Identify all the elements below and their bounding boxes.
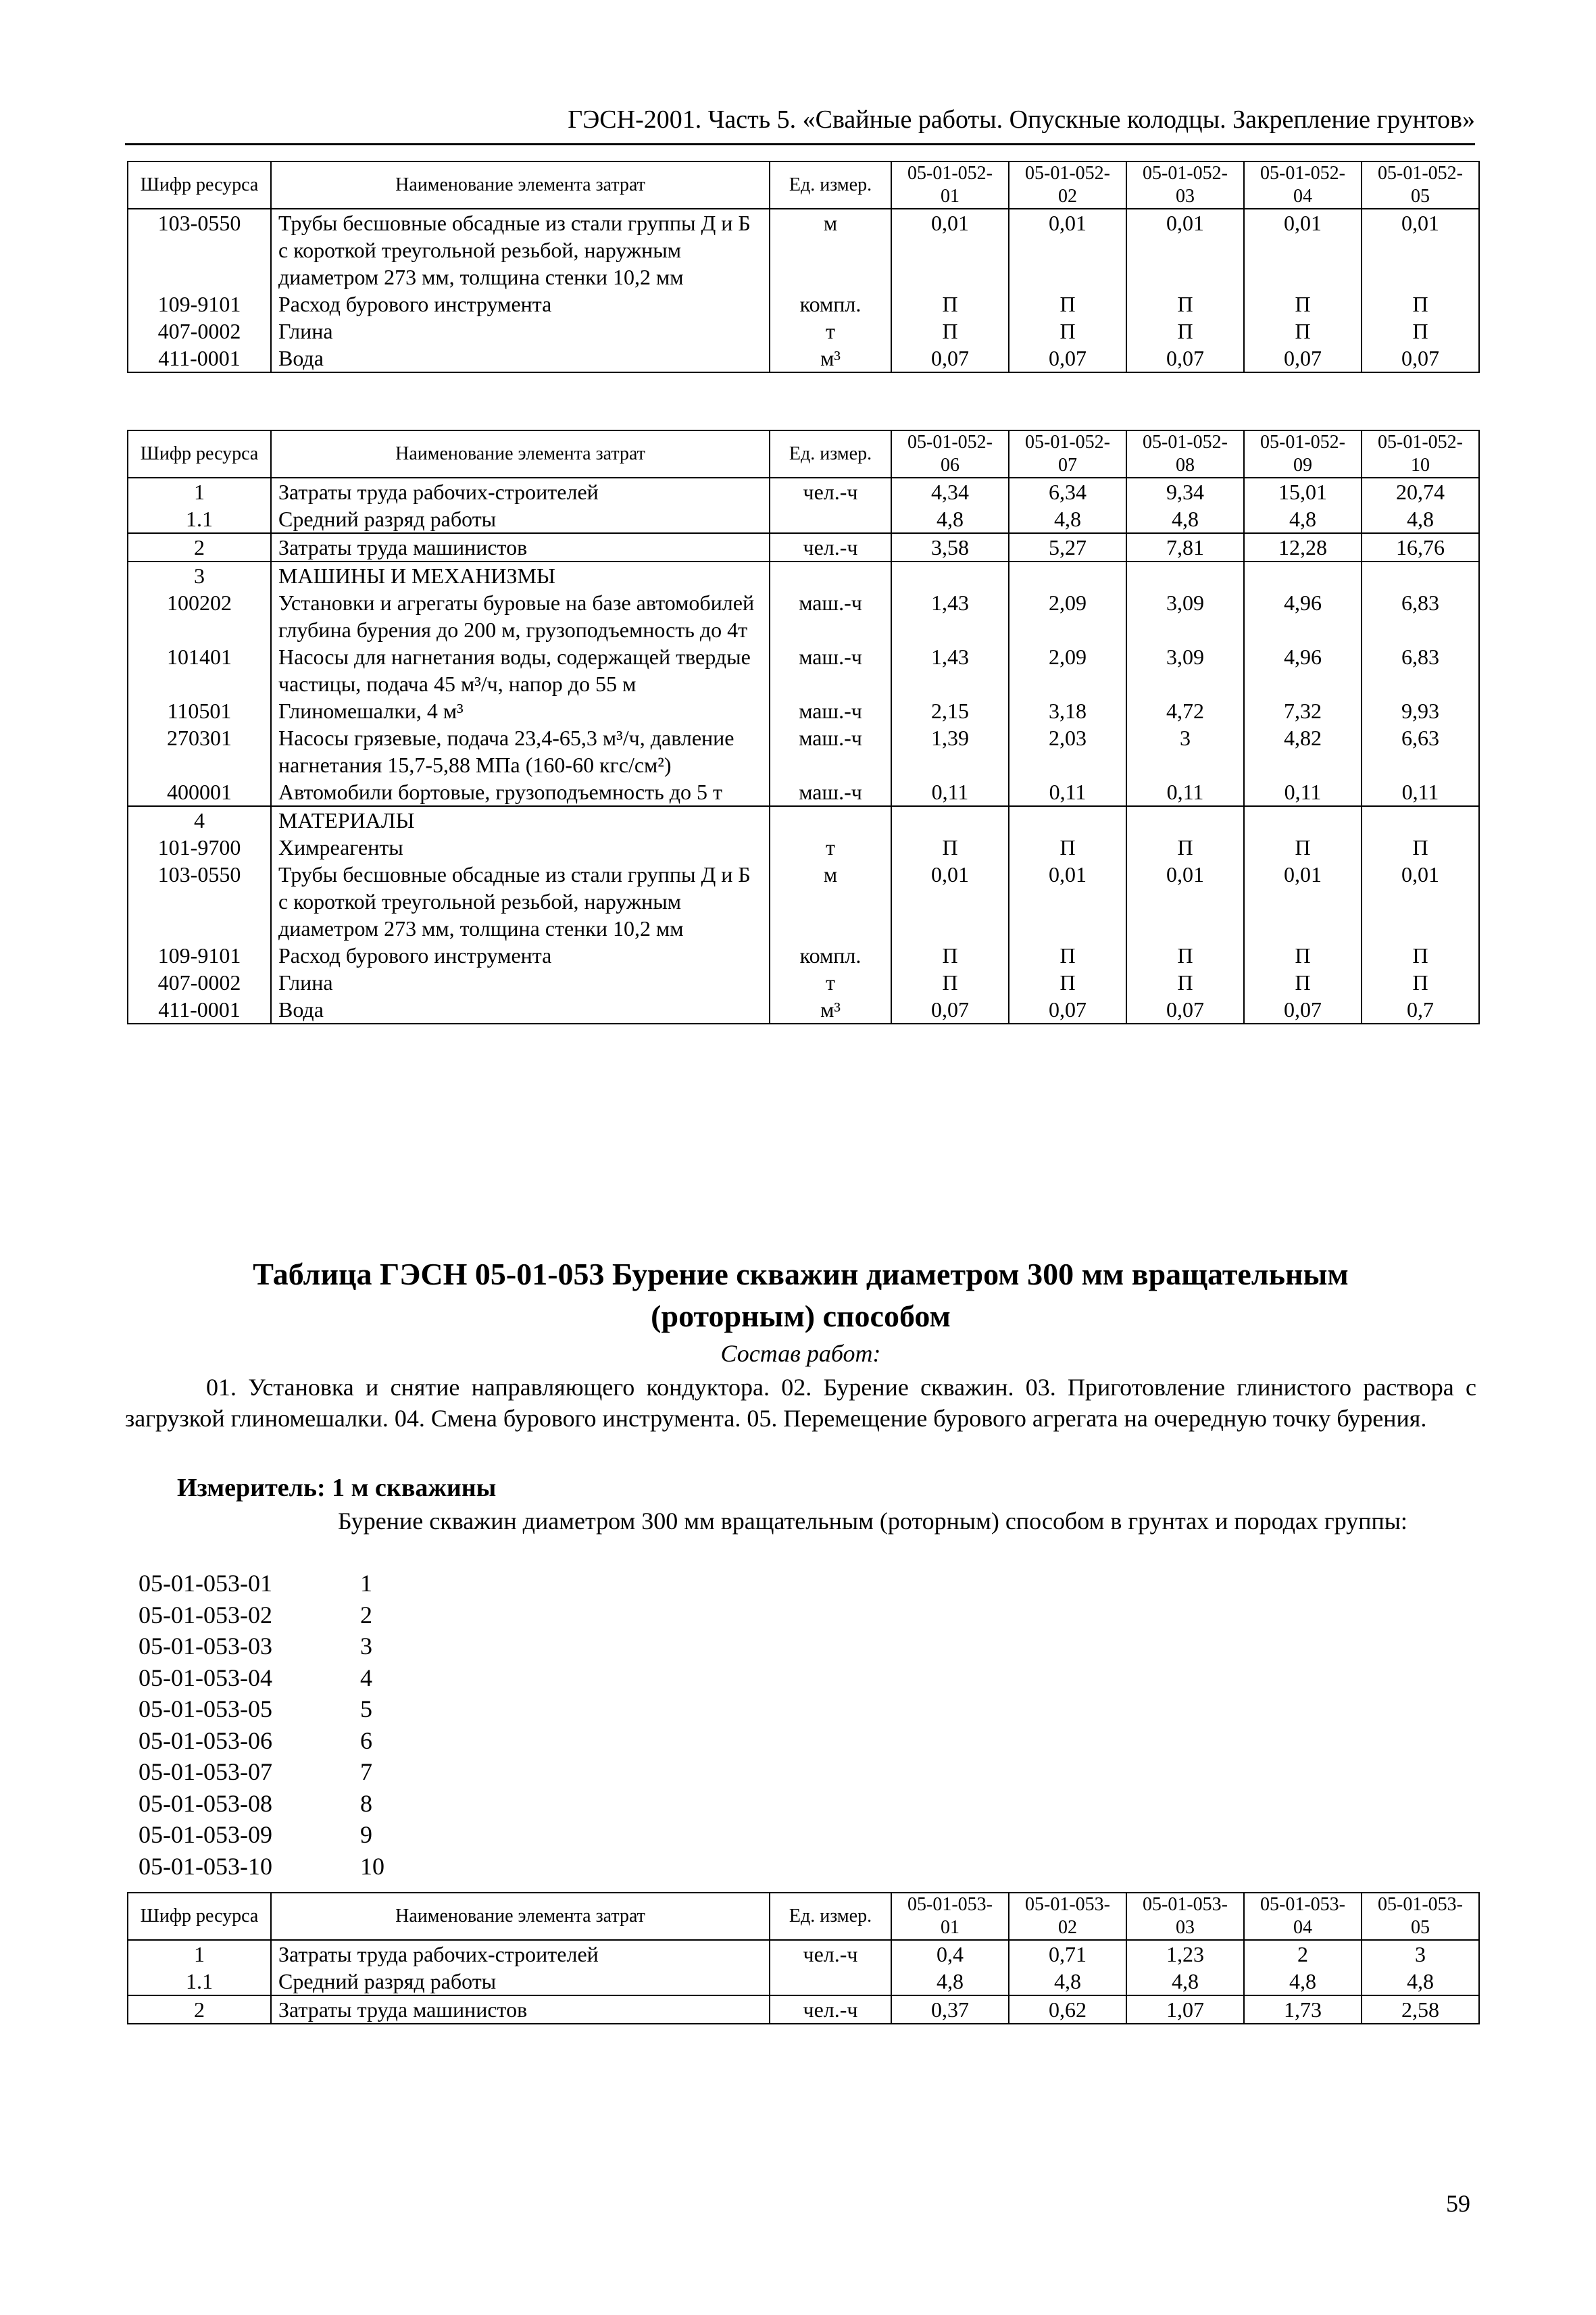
cell-value: П [1009, 834, 1126, 861]
header-row [128, 161, 1479, 209]
header-norm-code: 05-01-052-09 [1244, 430, 1362, 478]
header-name: Наименование элемента затрат [271, 1893, 770, 1940]
cell-value: П [1244, 291, 1362, 318]
cell-value [1126, 806, 1244, 834]
cell-value: 3 [1362, 1940, 1479, 1968]
resource-table-053-01 [127, 1892, 1480, 2024]
soil-group: 10 [360, 1852, 384, 1880]
norm-code: 05-01-053-02 [139, 1601, 272, 1628]
norm-code-row [139, 1788, 384, 1820]
cell-value: 3 [1126, 724, 1244, 778]
header-norm-code: 05-01-053-02 [1009, 1893, 1126, 1940]
header-norm-code: 05-01-052-02 [1009, 161, 1126, 209]
cell-value: 1,43 [891, 589, 1009, 643]
table-row [128, 806, 1479, 834]
header-norm-code: 05-01-052-06 [891, 430, 1009, 478]
cell-value: П [891, 834, 1009, 861]
cell-value: П [891, 969, 1009, 996]
cell-value: П [1009, 969, 1126, 996]
cell-value: П [1009, 318, 1126, 345]
header-norm-code: 05-01-052-07 [1009, 430, 1126, 478]
cell-value: 0,11 [1244, 778, 1362, 806]
cell-unit [770, 806, 891, 834]
cell-code: 101-9700 [128, 834, 271, 861]
table-row [128, 834, 1479, 861]
cell-code: 1 [128, 478, 271, 505]
cell-name: Установки и агрегаты буровые на базе автомобилей глубина бурения до 200 м, грузоподъемность до 4т [271, 589, 770, 643]
cell-unit: маш.-ч [770, 589, 891, 643]
resource-table-052-01 [127, 161, 1480, 373]
meter-unit: Измеритель: 1 м скважины [177, 1474, 497, 1502]
norm-code: 05-01-053-07 [139, 1758, 272, 1785]
cell-value: 0,01 [891, 209, 1009, 291]
cell-value: П [891, 942, 1009, 969]
cell-value: 2,09 [1009, 589, 1126, 643]
cell-value: 4,8 [1009, 505, 1126, 533]
table-row [128, 533, 1479, 562]
cell-name: Средний разряд работы [271, 1968, 770, 1995]
header-norm-code: 05-01-052-03 [1126, 161, 1244, 209]
norm-code-list [139, 1568, 384, 1882]
cell-value: 0,07 [1126, 996, 1244, 1024]
cell-value: 0,37 [891, 1995, 1009, 2024]
cell-name: МАШИНЫ И МЕХАНИЗМЫ [271, 562, 770, 589]
soil-group: 7 [360, 1758, 372, 1785]
header-unit: Ед. измер. [770, 430, 891, 478]
cell-unit [770, 562, 891, 589]
cell-value: 2 [1244, 1940, 1362, 1968]
norm-code-row [139, 1568, 384, 1599]
cell-unit: чел.-ч [770, 1995, 891, 2024]
cell-unit [770, 1968, 891, 1995]
soil-group: 6 [360, 1726, 372, 1754]
cell-value: 6,34 [1009, 478, 1126, 505]
table-row [128, 1995, 1479, 2024]
cell-value: 4,8 [1126, 505, 1244, 533]
cell-value: П [1244, 969, 1362, 996]
cell-name: Расход бурового инструмента [271, 291, 770, 318]
cell-value: 0,01 [1362, 209, 1479, 291]
cell-value: 4,8 [891, 1968, 1009, 1995]
cell-value: 0,01 [1244, 209, 1362, 291]
cell-value [1009, 562, 1126, 589]
norm-description: Бурение скважин диаметром 300 мм вращательным (роторным) способом в грунтах и породах группы: [338, 1508, 1407, 1535]
table-row [128, 562, 1479, 589]
cell-value: 4,8 [1126, 1968, 1244, 1995]
cell-value: 0,01 [1126, 861, 1244, 942]
cell-code: 100202 [128, 589, 271, 643]
cell-name: Трубы бесшовные обсадные из стали группы Д и Б с короткой треугольной резьбой, наружным диаметром 273 мм, толщина стенки 10,2 мм [271, 209, 770, 291]
table-title [125, 1253, 1476, 1337]
cell-value: 0,07 [891, 345, 1009, 372]
cell-name: Вода [271, 996, 770, 1024]
cell-code: 411-0001 [128, 345, 271, 372]
cell-code: 103-0550 [128, 861, 271, 942]
table-row [128, 505, 1479, 533]
cell-value: П [1362, 318, 1479, 345]
cell-value: 0,07 [1126, 345, 1244, 372]
cell-value: 1,39 [891, 724, 1009, 778]
cell-value: 2,09 [1009, 643, 1126, 697]
soil-group: 9 [360, 1821, 372, 1848]
header-row [128, 430, 1479, 478]
soil-group: 3 [360, 1633, 372, 1660]
cell-value: 0,11 [891, 778, 1009, 806]
norm-code: 05-01-053-09 [139, 1821, 272, 1848]
table-row [128, 996, 1479, 1024]
cell-unit: чел.-ч [770, 478, 891, 505]
norm-code: 05-01-053-04 [139, 1664, 272, 1691]
soil-group: 2 [360, 1601, 372, 1628]
table-row [128, 345, 1479, 372]
norm-code-row [139, 1851, 384, 1883]
cell-unit: компл. [770, 291, 891, 318]
cell-value: 2,58 [1362, 1995, 1479, 2024]
cell-code: 1.1 [128, 505, 271, 533]
soil-group: 4 [360, 1664, 372, 1691]
header-norm-code: 05-01-052-10 [1362, 430, 1479, 478]
cell-value: П [1362, 291, 1479, 318]
cell-code: 103-0550 [128, 209, 271, 291]
cell-value [1126, 562, 1244, 589]
cell-value: 0,7 [1362, 996, 1479, 1024]
cell-value: 5,27 [1009, 533, 1126, 562]
header-unit: Ед. измер. [770, 161, 891, 209]
cell-value: 4,8 [891, 505, 1009, 533]
cell-unit: т [770, 969, 891, 996]
cell-value: П [1126, 318, 1244, 345]
cell-code: 101401 [128, 643, 271, 697]
cell-name: МАТЕРИАЛЫ [271, 806, 770, 834]
cell-name: Глина [271, 969, 770, 996]
cell-name: Глиномешалки, 4 м³ [271, 697, 770, 724]
cell-value: 0,4 [891, 1940, 1009, 1968]
norm-code-row [139, 1631, 384, 1662]
cell-value: П [1244, 942, 1362, 969]
cell-value: 6,83 [1362, 643, 1479, 697]
cell-value: 7,81 [1126, 533, 1244, 562]
cell-value: П [1009, 942, 1126, 969]
norm-code: 05-01-053-08 [139, 1789, 272, 1817]
norm-code: 05-01-053-10 [139, 1852, 272, 1880]
table-row [128, 697, 1479, 724]
cell-unit: м [770, 861, 891, 942]
norm-code: 05-01-053-06 [139, 1726, 272, 1754]
cell-value: 4,8 [1244, 505, 1362, 533]
cell-value: 0,11 [1009, 778, 1126, 806]
soil-group: 5 [360, 1695, 372, 1722]
cell-value: 9,34 [1126, 478, 1244, 505]
cell-value: П [1126, 969, 1244, 996]
cell-value [1244, 562, 1362, 589]
cell-value: 4,8 [1362, 505, 1479, 533]
header-unit: Ед. измер. [770, 1893, 891, 1940]
norm-code-row [139, 1662, 384, 1694]
header-norm-code: 05-01-053-05 [1362, 1893, 1479, 1940]
running-header: ГЭСН-2001. Часть 5. «Свайные работы. Опускные колодцы. Закрепление грунтов» [125, 103, 1475, 145]
cell-value: 0,01 [1362, 861, 1479, 942]
cell-value: П [1244, 318, 1362, 345]
cell-value: П [1244, 834, 1362, 861]
header-norm-code: 05-01-053-04 [1244, 1893, 1362, 1940]
table-row [128, 942, 1479, 969]
cell-value: 4,8 [1362, 1968, 1479, 1995]
cell-unit: м [770, 209, 891, 291]
cell-value: 0,01 [1009, 861, 1126, 942]
cell-value: 0,07 [1244, 996, 1362, 1024]
header-name: Наименование элемента затрат [271, 430, 770, 478]
table-title-line1: Таблица ГЭСН 05-01-053 Бурение скважин диаметром 300 мм вращательным [253, 1257, 1349, 1291]
cell-unit: т [770, 318, 891, 345]
resource-table-052-06 [127, 430, 1480, 1024]
cell-value: 0,62 [1009, 1995, 1126, 2024]
norm-code-row [139, 1693, 384, 1725]
cell-value [1009, 806, 1126, 834]
soil-group: 8 [360, 1789, 372, 1817]
cell-value: 16,76 [1362, 533, 1479, 562]
cell-name: Расход бурового инструмента [271, 942, 770, 969]
cell-name: Затраты труда рабочих-строителей [271, 478, 770, 505]
header-row [128, 1893, 1479, 1940]
cell-value: П [1362, 834, 1479, 861]
header-code: Шифр ресурса [128, 430, 271, 478]
cell-name: Затраты труда рабочих-строителей [271, 1940, 770, 1968]
cell-value: 4,96 [1244, 643, 1362, 697]
cell-value: 0,01 [1009, 209, 1126, 291]
header-name: Наименование элемента затрат [271, 161, 770, 209]
cell-value: 3,09 [1126, 643, 1244, 697]
table-row [128, 291, 1479, 318]
soil-group: 1 [360, 1570, 372, 1597]
cell-value: 3,18 [1009, 697, 1126, 724]
cell-code: 3 [128, 562, 271, 589]
table-row [128, 778, 1479, 806]
cell-value: 0,07 [1362, 345, 1479, 372]
cell-value: П [1009, 291, 1126, 318]
header-norm-code: 05-01-052-04 [1244, 161, 1362, 209]
cell-value: 9,93 [1362, 697, 1479, 724]
cell-unit: компл. [770, 942, 891, 969]
cell-value: 20,74 [1362, 478, 1479, 505]
cell-value: 15,01 [1244, 478, 1362, 505]
cell-value: 3,09 [1126, 589, 1244, 643]
cell-name: Автомобили бортовые, грузоподъемность до 5 т [271, 778, 770, 806]
cell-code: 411-0001 [128, 996, 271, 1024]
cell-code: 4 [128, 806, 271, 834]
cell-value: 0,01 [1244, 861, 1362, 942]
cell-name: Трубы бесшовные обсадные из стали группы Д и Б с короткой треугольной резьбой, наружным диаметром 273 мм, толщина стенки 10,2 мм [271, 861, 770, 942]
cell-code: 110501 [128, 697, 271, 724]
cell-value: 0,11 [1362, 778, 1479, 806]
cell-unit: маш.-ч [770, 643, 891, 697]
cell-unit: маш.-ч [770, 778, 891, 806]
table-row [128, 861, 1479, 942]
cell-value [1244, 806, 1362, 834]
cell-value: 4,72 [1126, 697, 1244, 724]
cell-code: 407-0002 [128, 969, 271, 996]
cell-code: 1.1 [128, 1968, 271, 1995]
cell-value: 0,01 [891, 861, 1009, 942]
cell-value: 2,03 [1009, 724, 1126, 778]
cell-value: 0,07 [891, 996, 1009, 1024]
cell-value: П [891, 291, 1009, 318]
cell-code: 1 [128, 1940, 271, 1968]
cell-name: Насосы грязевые, подача 23,4-65,3 м³/ч, давление нагнетания 15,7-5,88 МПа (160-60 кгс/см²) [271, 724, 770, 778]
cell-value [891, 806, 1009, 834]
cell-code: 2 [128, 533, 271, 562]
cell-value: 6,83 [1362, 589, 1479, 643]
table-row [128, 318, 1479, 345]
cell-value: 7,32 [1244, 697, 1362, 724]
cell-name: Средний разряд работы [271, 505, 770, 533]
works-subtitle: Состав работ: [720, 1340, 881, 1367]
cell-value: 0,01 [1126, 209, 1244, 291]
table-row [128, 478, 1479, 505]
table-title-line2: (роторным) способом [651, 1299, 951, 1333]
header-code: Шифр ресурса [128, 1893, 271, 1940]
cell-code: 109-9101 [128, 291, 271, 318]
table-row [128, 724, 1479, 778]
table-row [128, 643, 1479, 697]
works-composition: 01. Установка и снятие направляющего кондуктора. 02. Бурение скважин. 03. Приготовление глинистого раствора с загрузкой глиномешалки. 04. Смена бурового инструмента. 05. Перемещение бурового агрегата на очередную точку бурения. [125, 1374, 1476, 1432]
cell-name: Насосы для нагнетания воды, содержащей твердые частицы, подача 45 м³/ч, напор до 55 м [271, 643, 770, 697]
table-row [128, 209, 1479, 291]
cell-value: П [1126, 291, 1244, 318]
table-row [128, 589, 1479, 643]
header-norm-code: 05-01-052-05 [1362, 161, 1479, 209]
cell-unit: м³ [770, 345, 891, 372]
table-row [128, 969, 1479, 996]
cell-unit: т [770, 834, 891, 861]
cell-value: 0,07 [1009, 996, 1126, 1024]
cell-value: 0,11 [1126, 778, 1244, 806]
cell-value: П [891, 318, 1009, 345]
header-norm-code: 05-01-052-08 [1126, 430, 1244, 478]
cell-value: 4,8 [1244, 1968, 1362, 1995]
cell-value: 0,07 [1009, 345, 1126, 372]
header-norm-code: 05-01-053-01 [891, 1893, 1009, 1940]
cell-value: 12,28 [1244, 533, 1362, 562]
cell-unit: м³ [770, 996, 891, 1024]
cell-code: 2 [128, 1995, 271, 2024]
cell-name: Химреагенты [271, 834, 770, 861]
cell-code: 270301 [128, 724, 271, 778]
norm-code: 05-01-053-01 [139, 1570, 272, 1597]
cell-unit: чел.-ч [770, 1940, 891, 1968]
cell-value: 4,96 [1244, 589, 1362, 643]
cell-unit: маш.-ч [770, 724, 891, 778]
norm-code-row [139, 1756, 384, 1788]
table-row [128, 1968, 1479, 1995]
cell-value: 0,07 [1244, 345, 1362, 372]
header-code: Шифр ресурса [128, 161, 271, 209]
cell-value [1362, 562, 1479, 589]
header-norm-code: 05-01-053-03 [1126, 1893, 1244, 1940]
cell-unit: маш.-ч [770, 697, 891, 724]
cell-value [1362, 806, 1479, 834]
cell-value: 0,71 [1009, 1940, 1126, 1968]
cell-value [891, 562, 1009, 589]
cell-value: 1,73 [1244, 1995, 1362, 2024]
cell-value: 1,43 [891, 643, 1009, 697]
cell-value: 2,15 [891, 697, 1009, 724]
cell-value: 4,82 [1244, 724, 1362, 778]
table-row [128, 1940, 1479, 1968]
cell-value: 4,34 [891, 478, 1009, 505]
cell-value: 3,58 [891, 533, 1009, 562]
cell-value: П [1362, 969, 1479, 996]
cell-unit [770, 505, 891, 533]
cell-value: 1,07 [1126, 1995, 1244, 2024]
page-number: 59 [1446, 2190, 1470, 2217]
cell-value: 4,8 [1009, 1968, 1126, 1995]
cell-code: 109-9101 [128, 942, 271, 969]
norm-code-row [139, 1599, 384, 1631]
cell-name: Затраты труда машинистов [271, 533, 770, 562]
cell-name: Вода [271, 345, 770, 372]
cell-code: 400001 [128, 778, 271, 806]
cell-value: П [1126, 942, 1244, 969]
norm-code-row [139, 1819, 384, 1851]
norm-code-row [139, 1725, 384, 1757]
header-norm-code: 05-01-052-01 [891, 161, 1009, 209]
cell-value: П [1126, 834, 1244, 861]
cell-name: Затраты труда машинистов [271, 1995, 770, 2024]
cell-code: 407-0002 [128, 318, 271, 345]
cell-value: П [1362, 942, 1479, 969]
norm-code: 05-01-053-03 [139, 1633, 272, 1660]
cell-unit: чел.-ч [770, 533, 891, 562]
cell-value: 1,23 [1126, 1940, 1244, 1968]
cell-name: Глина [271, 318, 770, 345]
norm-code: 05-01-053-05 [139, 1695, 272, 1722]
cell-value: 6,63 [1362, 724, 1479, 778]
